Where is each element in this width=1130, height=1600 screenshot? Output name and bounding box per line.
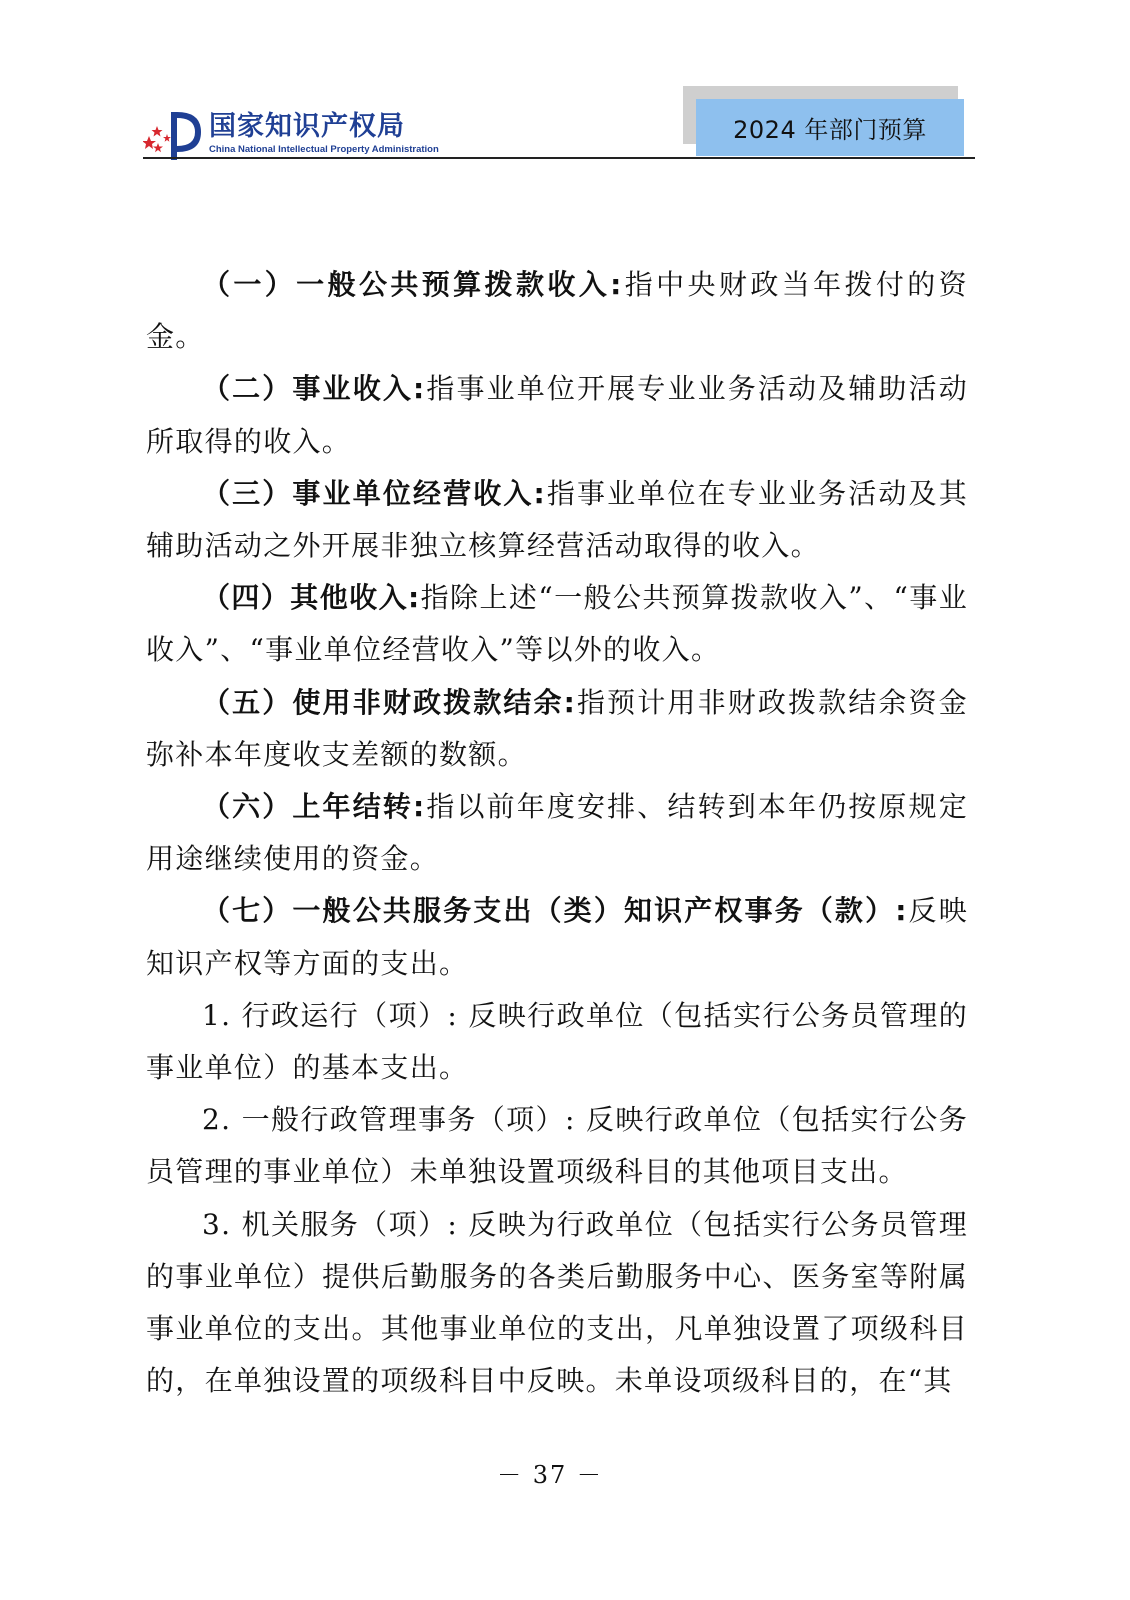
header-divider xyxy=(143,157,975,159)
paragraph-text: 1. 行政运行（项）: 反映行政单位（包括实行公务员管理的事业单位）的基本支出。 xyxy=(146,998,968,1085)
org-name-cn: 国家知识产权局 xyxy=(209,111,405,142)
doc-tag: 2024 年部门预算 xyxy=(733,116,927,144)
document-body xyxy=(146,259,968,1407)
paragraph-1 xyxy=(146,259,968,363)
paragraph-text: 指事业单位在专业业务活动及其辅助活动之外开展非独立核算经营活动取得的收入。 xyxy=(146,476,968,563)
cnipa-emblem-icon xyxy=(143,106,203,160)
paragraph-text: 指以前年度安排、结转到本年仍按原规定用途继续使用的资金。 xyxy=(146,790,968,876)
page-number: － 37 － xyxy=(497,1461,603,1489)
org-name-en: China National Intellectual Property Administration xyxy=(209,144,439,155)
paragraph-heading: （二）事业收入: xyxy=(202,372,426,406)
paragraph-heading: （五）使用非财政拨款结余: xyxy=(202,685,577,719)
paragraph-text: 2. 一般行政管理事务（项）: 反映行政单位（包括实行公务员管理的事业单位）未单独设置项级科目的其他项目支出。 xyxy=(146,1103,968,1189)
doc-tag-box xyxy=(696,99,964,156)
paragraph-heading: （三）事业单位经营收入: xyxy=(202,476,547,510)
paragraph-8 xyxy=(146,990,968,1094)
paragraph-7 xyxy=(146,885,968,989)
paragraph-5 xyxy=(146,677,968,781)
paragraph-heading: （四）其他收入: xyxy=(202,581,421,615)
paragraph-2 xyxy=(146,363,968,467)
paragraph-heading: （六）上年结转: xyxy=(202,790,426,824)
paragraph-text: 指除上述“一般公共预算拨款收入”、“事业收入”、“事业单位经营收入”等以外的收入。 xyxy=(146,581,968,667)
paragraph-heading: （一）一般公共预算拨款收入: xyxy=(202,268,623,301)
paragraph-text: 指中央财政当年拨付的资金。 xyxy=(146,268,968,354)
paragraph-9 xyxy=(146,1094,968,1198)
paragraph-4 xyxy=(146,572,968,676)
paragraph-6 xyxy=(146,781,968,885)
cnipa-logo xyxy=(143,104,443,162)
paragraph-10 xyxy=(146,1199,968,1408)
paragraph-text: 指事业单位开展专业业务活动及辅助活动所取得的收入。 xyxy=(146,372,968,458)
paragraph-text: 3. 机关服务（项）: 反映为行政单位（包括实行公务员管理的事业单位）提供后勤服务的各类后勤服务中心、医务室等附属事业单位的支出。其他事业单位的支出，凡单独设置了项级科目的，在单独设置的项级科目中反映。未单设项级科目的，在“其 xyxy=(146,1207,968,1398)
paragraph-heading: （七）一般公共服务支出（类）知识产权事务（款）: xyxy=(202,894,908,928)
page-header xyxy=(143,86,975,162)
paragraph-text: 反映知识产权等方面的支出。 xyxy=(146,894,968,980)
paragraph-text: 指预计用非财政拨款结余资金弥补本年度收支差额的数额。 xyxy=(146,685,968,771)
paragraph-3 xyxy=(146,468,968,572)
